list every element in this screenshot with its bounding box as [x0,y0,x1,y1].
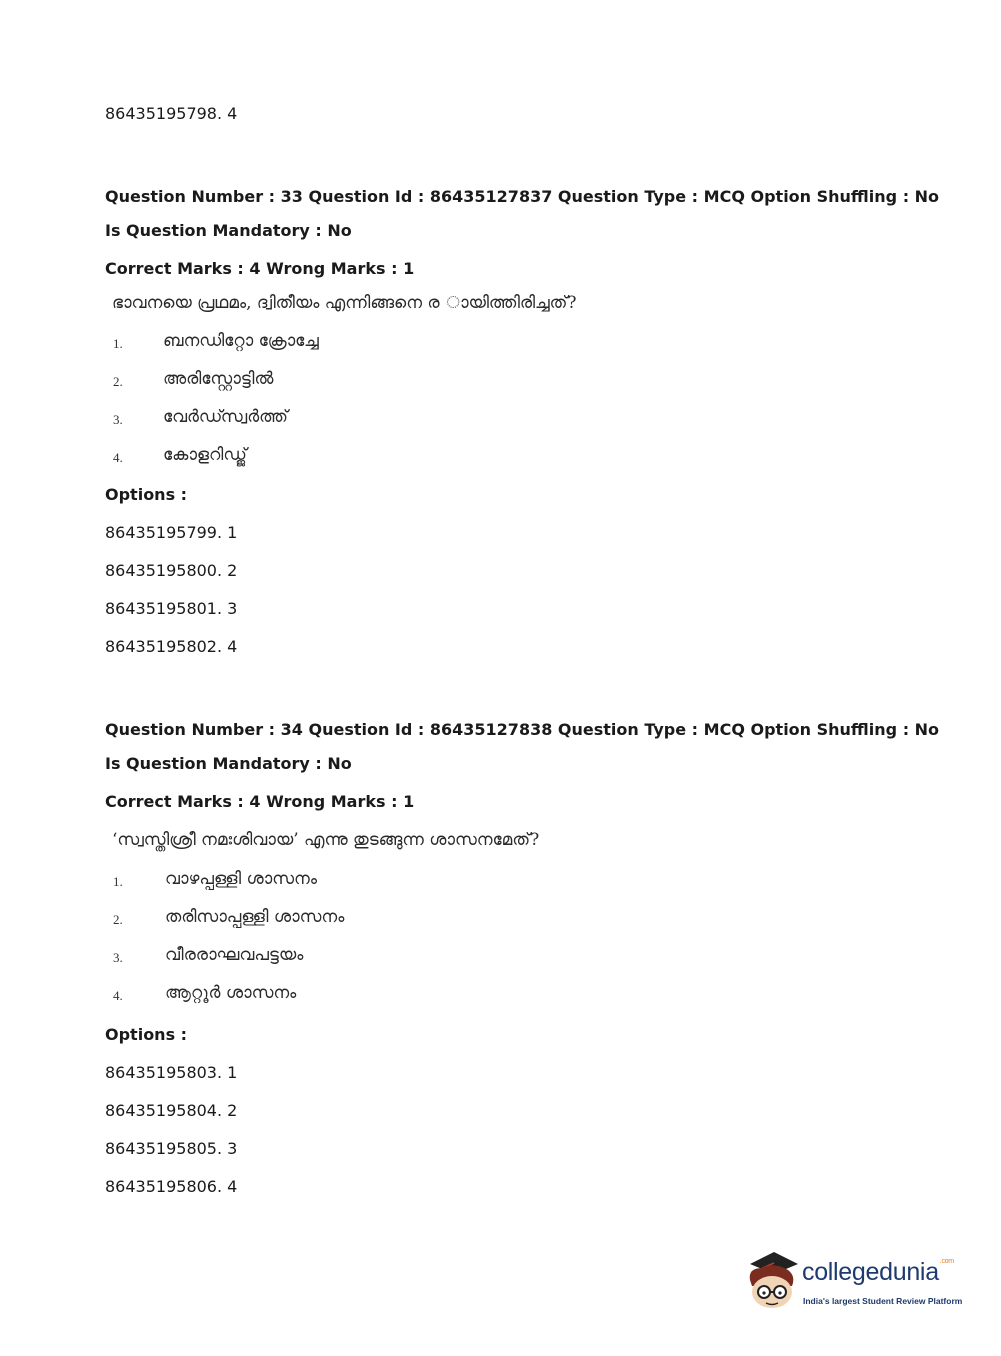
question-text: ഭാവനയെ പ്രഥമം, ദ്വിതീയം എന്നിങ്ങനെ ര ായിത്തിരിച്ചത്? [112,293,577,313]
graduate-mascot-icon [742,1250,802,1312]
logo-wordmark [802,1258,954,1287]
choice-number: 2. [113,374,123,389]
question-text: ‘സ്വസ്തിശ്രീ നമഃശിവായ’ എന്നു തുടങ്ങുന്ന ശാസനമേത്? [112,830,540,850]
option-line: 86435195800. 2 [105,561,238,580]
option-line: 86435195802. 4 [105,637,238,656]
choice-number: 4. [113,450,123,465]
choice-number: 1. [113,874,123,889]
question-marks: Correct Marks : 4 Wrong Marks : 1 [105,259,415,278]
option-line: 86435195801. 3 [105,599,238,618]
options-label: Options : [105,485,188,504]
option-line: 86435195805. 3 [105,1139,238,1158]
choice-text: അരിസ്റ്റോട്ടിൽ [163,369,274,389]
collegedunia-logo[interactable] [742,1250,972,1312]
choice-text: വാഴപ്പള്ളി ശാസനം [165,869,317,889]
choice-number: 2. [113,912,123,927]
options-label: Options : [105,1025,188,1044]
logo-suffix: .com [939,1258,954,1265]
logo-name: collegedunia [802,1258,939,1286]
choice-number: 4. [113,988,123,1003]
logo-tagline: India's largest Student Review Platform [803,1296,963,1306]
choice-text: തരിസാപ്പള്ളി ശാസനം [165,907,345,927]
question-mandatory: Is Question Mandatory : No [105,221,352,240]
question-marks: Correct Marks : 4 Wrong Marks : 1 [105,792,415,811]
choice-number: 1. [113,336,123,351]
option-line: 86435195806. 4 [105,1177,238,1196]
option-line: 86435195803. 1 [105,1063,238,1082]
choice-text: വേർഡ്സ്വർത്ത് [163,407,288,427]
question-mandatory: Is Question Mandatory : No [105,754,352,773]
question-header: Question Number : 33 Question Id : 86435127837 Question Type : MCQ Option Shuffling : No [105,187,940,206]
choice-number: 3. [113,412,123,427]
choice-text: വീരരാഘവപട്ടയം [165,945,304,965]
choice-text: ബനഡിറ്റോ ക്രോച്ചേ [163,331,319,351]
choice-text: ആറ്റൂർ ശാസനം [165,983,297,1003]
choice-text: കോളറിഡ്ജ് [163,445,247,465]
option-line: 86435195799. 1 [105,523,238,542]
option-line: 86435195804. 2 [105,1101,238,1120]
option-line: 86435195798. 4 [105,104,238,123]
choice-number: 3. [113,950,123,965]
question-header: Question Number : 34 Question Id : 86435127838 Question Type : MCQ Option Shuffling : No [105,720,940,739]
